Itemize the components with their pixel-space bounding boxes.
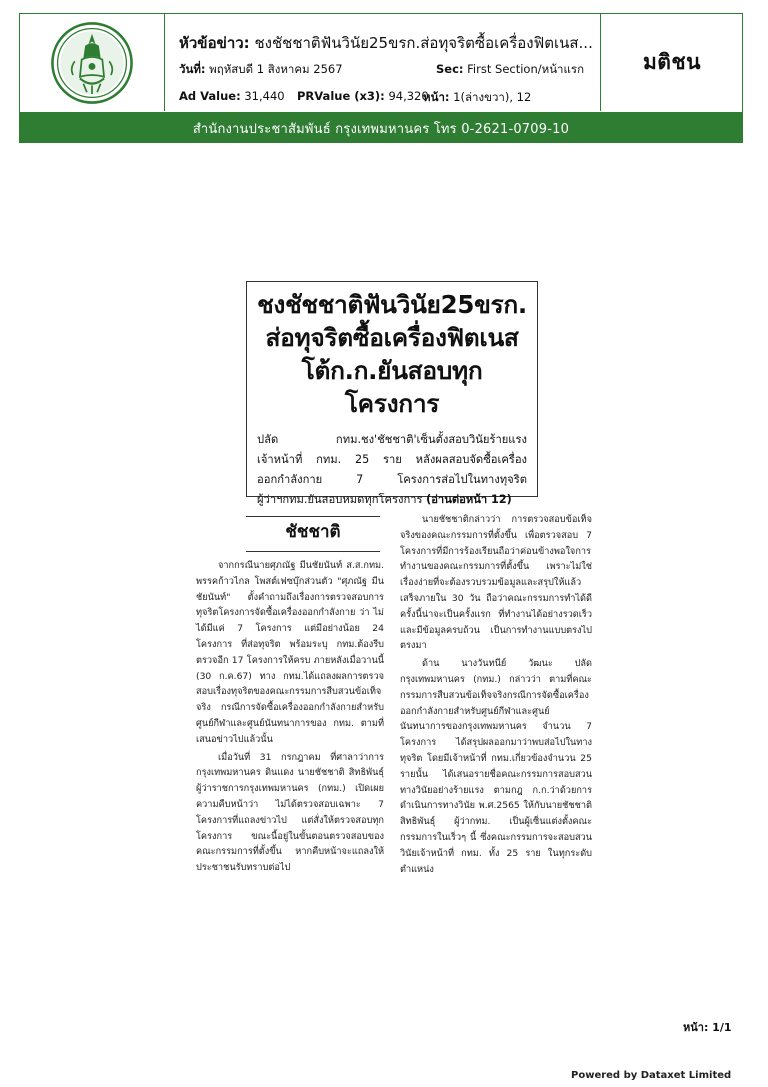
value-row: [179, 89, 599, 103]
article-subhead: [257, 430, 527, 510]
page-info: [423, 89, 531, 107]
headline-line: ส่อทุจริตซื้อเครื่องฟิตเนส: [265, 323, 519, 352]
article-headline: [257, 288, 527, 420]
section-info: [436, 61, 584, 79]
byline-rule-top: [246, 516, 380, 517]
byline-rule-bottom: [246, 551, 380, 552]
headline-line: โต้ก.ก.ยันสอบทุกโครงการ: [301, 356, 483, 418]
page-value: 1(ล่างขวา), 12: [453, 90, 532, 104]
logo-cell: [20, 14, 165, 111]
section-value: First Section/หน้าแรก: [467, 62, 585, 76]
article-byline: ชัชชาติ: [285, 522, 341, 542]
subhead-last-text: ผู้ว่าฯกทม.ยันสอบหมดทุกโครงการ: [257, 493, 423, 506]
ad-value: 31,440: [244, 89, 285, 103]
powered-by: Powered by Dataxet Limited: [571, 1070, 732, 1081]
page-number: หน้า: 1/1: [683, 1021, 732, 1034]
date-row: [179, 61, 589, 79]
headline-value: ชงชัชชาติฟันวินัย25ขรก.ส่อทุจริตซื้อเครื่องฟิตเนส...: [254, 34, 593, 52]
subhead-line: ออกกำลังกาย 7 โครงการส่อไปในทางทุจริต: [257, 473, 527, 486]
pr-value: 94,320: [388, 89, 429, 103]
continued-ref: (อ่านต่อหน้า 12): [426, 493, 512, 506]
subhead-line: ปลัด กทม.ชง'ชัชชาติ'เซ็นตั้งสอบวินัยร้ายแรง: [257, 433, 527, 446]
pr-value-label: PRValue (x3):: [297, 89, 385, 103]
info-cell: [165, 14, 601, 111]
headline-line: ชงชัชชาติฟันวินัย25ขรก.: [257, 290, 527, 319]
body-paragraph: จากกรณีนายศุภณัฐ มีนชัยนันท์ ส.ส.กทม. พรรคก้าวไกล โพสต์เฟซบุ๊กส่วนตัว "ศุภณัฐ มีนชัยนันท์" ตั้งคำถามถึงเรื่องการตรวจสอบการทุจริตโครงการจัดซื้อเครื่องออกกำลังกาย ว่า ไม่ได้มีแค่ 7 โครงการ แต่มีอย่างน้อย 24 โครงการ ที่ส่อทุจริต พร้อมระบุ กทม.ต้องรีบตรวจอีก 17 โครงการให้ครบ ภายหลังเมื่อวานนี้ (30 ก.ค.67) ทาง กทม.ได้แถลงผลการตรวจสอบเรื่องทุจริตของคณะกรรมการสืบสวนข้อเท็จจริง กรณีการจัดซื้อเครื่องออกกำลังกายสำหรับศูนย์กีฬาและศูนย์นันทนาการของ กทม. ตามที่เสนอข่าวไปแล้วนั้น: [196, 560, 384, 745]
article-column-left: [196, 558, 384, 876]
bangkok-seal-logo: [49, 20, 135, 106]
headline-row: [179, 31, 593, 55]
subhead-line-last: [257, 490, 527, 510]
section-label: Sec:: [436, 62, 464, 76]
body-paragraph: นายชัชชาติกล่าวว่า การตรวจสอบข้อเท็จจริงของคณะกรรมการที่ตั้งขึ้น เพื่อตรวจสอบ 7 โครงการที่มีการร้องเรียนถือว่าค่อนข้างพอใจการทำงานของคณะกรรมการที่ตั้งขึ้น เพราะไม่ใช่เรื่องง่ายที่จะต้องรวบรวมข้อมูลและสรุปให้แล้วเสร็จภายใน 30 วัน ถือว่าคณะกรรมการทำได้ดี ครั้งนี้น่าจะเป็นครั้งแรก ที่ทำงานได้อย่างรวดเร็วและมีข้อมูลครบถ้วน เป็นการทำงานแบบตรงไปตรงมา: [400, 514, 592, 652]
publication-name: มติชน: [642, 50, 702, 74]
pr-value-info: [297, 89, 429, 103]
headline-label: หัวข้อข่าว:: [179, 34, 250, 52]
headline-box: [246, 281, 538, 506]
date-value: พฤหัสบดี 1 สิงหาคม 2567: [209, 62, 343, 76]
date-label: วันที่:: [179, 62, 206, 76]
contact-bar: สำนักงานประชาสัมพันธ์ กรุงเทพมหานคร โทร 0-2621-0709-10: [19, 113, 743, 143]
subhead-line: เจ้าหน้าที่ กทม. 25 ราย หลังผลสอบจัดซื้อเครื่อง: [257, 453, 527, 466]
article-column-right: [400, 512, 592, 877]
clipping-header: [19, 13, 743, 113]
body-paragraph: ด้าน นางวันทนีย์ วัฒนะ ปลัดกรุงเทพมหานคร (กทม.) กล่าวว่า ตามที่คณะกรรมการสืบสวนข้อเท็จจริงกรณีการจัดซื้อเครื่องออกกำลังกายสำหรับศูนย์กีฬาและศูนย์นันทนาการของกรุงเทพมหานคร จำนวน 7 โครงการ ได้สรุปผลออกมาว่าพบส่อไปในทางทุจริต โดยมีเจ้าหน้าที่ กทม.เกี่ยวข้องจำนวน 25 รายนั้น ได้เสนอรายชื่อคณะกรรมการสอบสวนทางวินัยอย่างร้ายแรง ตามกฎ ก.ก.ว่าด้วยการดำเนินการทางวินัย พ.ศ.2565 ให้กับนายชัชชาติ สิทธิพันธุ์ ผู้ว่ากทม. เป็นผู้เซ็นแต่งตั้งคณะกรรมการในเร็วๆ นี้ ซึ่งคณะกรรมการจะสอบสวนวินัยเจ้าหน้าที่ กทม. ทั้ง 25 ราย ในทุกระดับตำแหน่ง: [400, 658, 592, 875]
body-paragraph: เมื่อวันที่ 31 กรกฎาคม ที่ศาลาว่าการกรุงเทพมหานคร ดินแดง นายชัชชาติ สิทธิพันธุ์ ผู้ว่าราชการกรุงเทพมหานคร (กทม.) เปิดเผยความคืบหน้าว่า ไม่ได้ตรวจสอบเฉพาะ 7 โครงการที่แถลงข่าวไป แต่สั่งให้ตรวจสอบทุกโครงการ ขณะนี้อยู่ในขั้นตอนตรวจสอบของคณะกรรมการที่ตั้งขึ้น หากคืบหน้าจะแถลงให้ประชาชนรับทราบต่อไป: [196, 751, 384, 874]
publication-cell: [602, 14, 742, 111]
page-label: หน้า:: [423, 90, 450, 104]
ad-value-label: Ad Value:: [179, 89, 241, 103]
